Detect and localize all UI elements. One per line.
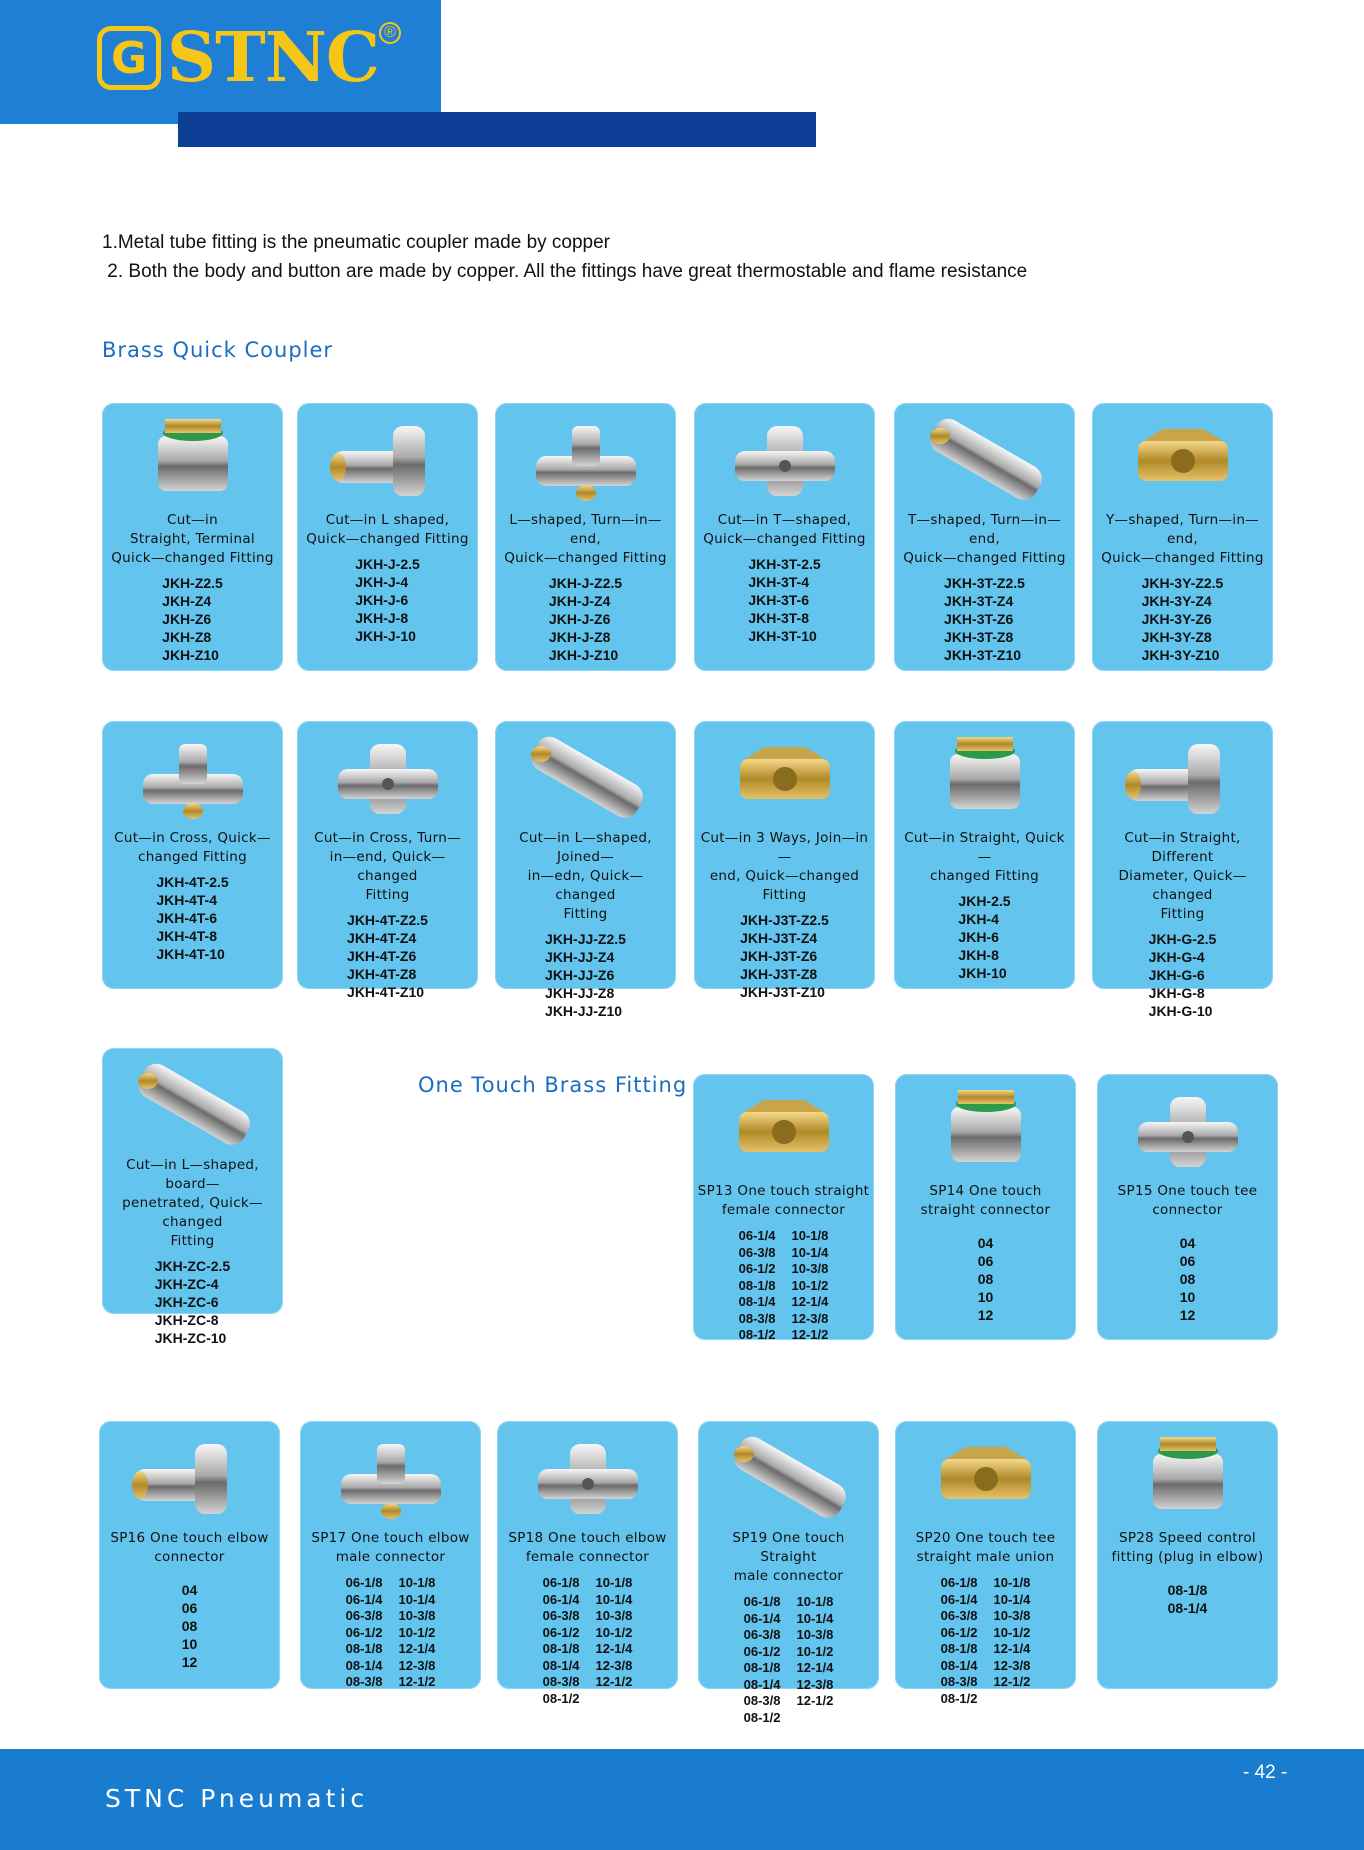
model-code: JKH-Z10 bbox=[162, 647, 219, 663]
model-code: JKH-J-8 bbox=[355, 610, 409, 626]
fitting-image bbox=[1092, 411, 1273, 511]
product-card bbox=[495, 721, 676, 1019]
model-codes bbox=[156, 873, 228, 963]
model-code: 08-3/8 bbox=[743, 1693, 781, 1708]
model-codes bbox=[545, 930, 626, 1020]
model-code: JKH-6 bbox=[958, 929, 999, 945]
product-card bbox=[102, 721, 283, 989]
model-code: 10-3/8 bbox=[595, 1608, 633, 1623]
model-code: 08-3/8 bbox=[542, 1674, 580, 1689]
model-code: 10-1/4 bbox=[398, 1591, 436, 1607]
model-code: 06-1/2 bbox=[738, 1261, 776, 1276]
model-code bbox=[797, 1710, 834, 1727]
model-code: JKH-3Y-Z10 bbox=[1141, 647, 1220, 663]
model-code: JKH-Z4 bbox=[162, 593, 212, 609]
section-title-one-touch: One Touch Brass Fitting bbox=[418, 1073, 688, 1097]
model-codes bbox=[1149, 930, 1217, 1020]
product-title: SP20 One touch tee straight male union bbox=[915, 1530, 1056, 1565]
model-code: 04 bbox=[181, 1582, 198, 1598]
model-code: JKH-4T-Z10 bbox=[347, 984, 425, 1000]
model-code: 06-1/8 bbox=[743, 1594, 781, 1609]
product-card bbox=[1097, 1074, 1278, 1340]
model-code: 12-1/2 bbox=[595, 1674, 633, 1689]
model-code: 10-1/2 bbox=[398, 1624, 436, 1640]
model-code: 08-1/8 bbox=[1167, 1582, 1208, 1598]
product-card bbox=[297, 403, 478, 671]
model-code: 12-1/2 bbox=[796, 1693, 834, 1708]
model-code: JKH-G-4 bbox=[1148, 949, 1205, 965]
product-card bbox=[497, 1421, 678, 1706]
model-code: JKH-G-6 bbox=[1148, 967, 1205, 983]
model-code: JKH-3T-6 bbox=[748, 592, 809, 608]
model-codes bbox=[355, 555, 420, 645]
model-code: JKH-J-6 bbox=[355, 592, 409, 608]
model-code: 12 bbox=[1179, 1307, 1196, 1323]
product-card bbox=[895, 1074, 1076, 1340]
product-title: Cut—in Cross, Turn— in—end, Quick—changed Fitting bbox=[314, 830, 461, 903]
model-code: 10-1/2 bbox=[595, 1624, 633, 1640]
product-title: Cut—in Cross, Quick— changed Fitting bbox=[114, 830, 271, 865]
model-code: JKH-J3T-Z10 bbox=[740, 984, 825, 1000]
model-code: 06-3/8 bbox=[738, 1244, 776, 1260]
model-code: JKH-3Y-Z6 bbox=[1141, 611, 1212, 627]
product-card bbox=[693, 1074, 874, 1340]
product-title: SP13 One touch straight female connector bbox=[697, 1183, 870, 1218]
product-card bbox=[1092, 403, 1273, 671]
product-title: SP18 One touch elbow female connector bbox=[508, 1530, 667, 1565]
intro-line-1: 1.Metal tube fitting is the pneumatic coupler made by copper bbox=[102, 232, 611, 253]
model-code: 10 bbox=[181, 1636, 198, 1652]
model-code: 08-1/4 bbox=[542, 1657, 580, 1673]
model-code: JKH-J-2.5 bbox=[355, 556, 420, 572]
model-code: JKH-3T-4 bbox=[748, 574, 809, 590]
model-code: 08-1/4 bbox=[345, 1657, 383, 1673]
product-card bbox=[694, 721, 875, 1000]
model-code: JKH-J-Z2.5 bbox=[548, 575, 623, 591]
model-code: JKH-G-8 bbox=[1148, 985, 1205, 1001]
model-code: 12-1/4 bbox=[595, 1641, 633, 1656]
product-card bbox=[102, 1048, 283, 1346]
fitting-image bbox=[297, 729, 478, 829]
model-code: 10-1/2 bbox=[796, 1643, 834, 1659]
model-code: 06-1/4 bbox=[345, 1591, 383, 1607]
product-card bbox=[698, 1421, 879, 1725]
model-code: 06-1/8 bbox=[345, 1575, 383, 1590]
model-code: 12-1/2 bbox=[791, 1327, 829, 1342]
header-bar bbox=[178, 112, 816, 147]
intro-text bbox=[102, 228, 1027, 286]
model-code: 04 bbox=[1179, 1235, 1196, 1251]
fitting-image bbox=[894, 729, 1075, 829]
model-code: JKH-3T-Z8 bbox=[944, 629, 1014, 645]
model-code: 08-1/2 bbox=[542, 1690, 580, 1706]
model-code: JKH-10 bbox=[958, 965, 1007, 981]
model-code: JKH-4T-10 bbox=[156, 946, 225, 962]
product-card bbox=[1097, 1421, 1278, 1689]
model-code: JKH-Z2.5 bbox=[162, 575, 223, 591]
model-code: 06-1/8 bbox=[940, 1575, 978, 1590]
page-number: - 42 - bbox=[1243, 1762, 1288, 1783]
model-code: JKH-J3T-Z8 bbox=[740, 966, 818, 982]
product-title: Cut—in Straight, Quick— changed Fitting bbox=[904, 830, 1065, 884]
fitting-image bbox=[694, 729, 875, 829]
model-code: 06-3/8 bbox=[542, 1608, 580, 1623]
model-code: 06-1/4 bbox=[542, 1591, 580, 1607]
fitting-image bbox=[102, 729, 283, 829]
fitting-image bbox=[698, 1429, 879, 1529]
model-code: JKH-JJ-Z4 bbox=[545, 949, 615, 965]
product-card bbox=[99, 1421, 280, 1689]
model-codes bbox=[958, 892, 1010, 982]
model-code: 08-3/8 bbox=[940, 1674, 978, 1689]
fitting-image bbox=[102, 411, 283, 511]
model-code: 08 bbox=[181, 1618, 198, 1634]
model-code bbox=[596, 1691, 633, 1708]
model-code: JKH-2.5 bbox=[958, 893, 1011, 909]
fitting-image bbox=[895, 1082, 1076, 1182]
model-code: 12-3/8 bbox=[398, 1657, 436, 1673]
model-code: JKH-4T-Z4 bbox=[347, 930, 417, 946]
model-code: 08-3/8 bbox=[345, 1674, 383, 1689]
model-code: JKH-4T-2.5 bbox=[156, 874, 229, 890]
model-code: 10-1/8 bbox=[595, 1575, 633, 1590]
model-code: 06-1/4 bbox=[940, 1591, 978, 1607]
model-code: 12-1/2 bbox=[993, 1674, 1031, 1689]
model-code: 06-3/8 bbox=[345, 1608, 383, 1623]
model-code: JKH-4T-Z2.5 bbox=[347, 912, 428, 928]
model-code: 08-1/8 bbox=[743, 1660, 781, 1675]
model-code: 10-1/2 bbox=[993, 1624, 1031, 1640]
model-code: 08 bbox=[977, 1271, 994, 1287]
model-code: 06-1/4 bbox=[738, 1228, 776, 1243]
model-code: JKH-JJ-Z8 bbox=[545, 985, 615, 1001]
fitting-image bbox=[495, 411, 676, 511]
fitting-image bbox=[693, 1082, 874, 1182]
product-title: Cut—in Straight, Terminal Quick—changed Fitting bbox=[111, 512, 274, 566]
model-codes bbox=[1180, 1234, 1196, 1324]
model-codes bbox=[346, 1575, 436, 1691]
fitting-image bbox=[102, 1056, 283, 1156]
fitting-image bbox=[1097, 1082, 1278, 1182]
model-code: 06-1/2 bbox=[940, 1624, 978, 1640]
model-codes bbox=[740, 911, 829, 1001]
model-codes bbox=[543, 1575, 633, 1707]
model-code: JKH-4T-8 bbox=[156, 928, 217, 944]
model-codes bbox=[748, 555, 820, 645]
model-code: JKH-3T-Z2.5 bbox=[944, 575, 1025, 591]
fitting-image bbox=[497, 1429, 678, 1529]
model-code: 06-1/8 bbox=[542, 1575, 580, 1590]
model-code: 12-1/4 bbox=[796, 1660, 834, 1675]
product-title: SP16 One touch elbow connector bbox=[110, 1530, 269, 1565]
model-code: 06-3/8 bbox=[743, 1627, 781, 1642]
product-title: SP14 One touch straight connector bbox=[920, 1183, 1051, 1218]
model-code: JKH-3Y-Z4 bbox=[1141, 593, 1212, 609]
fitting-image bbox=[894, 411, 1075, 511]
model-code: 06-1/2 bbox=[542, 1624, 580, 1640]
model-code: JKH-4T-Z6 bbox=[347, 948, 417, 964]
model-code: JKH-J-Z10 bbox=[548, 647, 619, 663]
model-codes bbox=[347, 911, 428, 1001]
model-code: JKH-3T-10 bbox=[748, 628, 817, 644]
model-code: JKH-3T-8 bbox=[748, 610, 809, 626]
model-code: JKH-3Y-Z2.5 bbox=[1141, 575, 1224, 591]
model-code: 12 bbox=[977, 1307, 994, 1323]
product-title: Cut—in Straight, Different Diameter, Quick—changed Fitting bbox=[1118, 830, 1247, 922]
model-code: JKH-3T-Z6 bbox=[944, 611, 1014, 627]
model-code bbox=[994, 1691, 1031, 1708]
model-code: 08-1/8 bbox=[542, 1641, 580, 1656]
model-code: 06 bbox=[1179, 1253, 1196, 1269]
model-code: 06 bbox=[181, 1600, 198, 1616]
model-code: 08-1/8 bbox=[345, 1641, 383, 1656]
product-card bbox=[297, 721, 478, 1000]
logo-mark: G bbox=[97, 26, 161, 90]
product-title: L—shaped, Turn—in—end, Quick—changed Fitting bbox=[504, 512, 667, 566]
fitting-image bbox=[1092, 729, 1273, 829]
model-code: 06 bbox=[977, 1253, 994, 1269]
product-title: SP15 One touch tee connector bbox=[1117, 1183, 1258, 1218]
model-code: JKH-J-Z6 bbox=[548, 611, 611, 627]
model-code: JKH-8 bbox=[958, 947, 999, 963]
model-code: 10 bbox=[977, 1289, 994, 1305]
model-code: 06-1/2 bbox=[743, 1643, 781, 1659]
model-code: JKH-4T-4 bbox=[156, 892, 217, 908]
model-code: JKH-3T-Z4 bbox=[944, 593, 1014, 609]
product-title: Y—shaped, Turn—in—end, Quick—changed Fitting bbox=[1101, 512, 1264, 566]
fitting-image bbox=[694, 411, 875, 511]
product-title: SP19 One touch Straight male connector bbox=[732, 1530, 845, 1584]
intro-line-2: 2. Both the body and button are made by copper. All the fittings have great thermostable and flame resistance bbox=[102, 261, 1028, 282]
model-code: 08-1/2 bbox=[738, 1327, 776, 1342]
model-code: 10-1/8 bbox=[796, 1594, 834, 1609]
model-codes bbox=[162, 574, 223, 664]
model-code: JKH-ZC-10 bbox=[154, 1330, 227, 1346]
model-code: JKH-J-Z8 bbox=[548, 629, 611, 645]
model-code: 10-1/4 bbox=[796, 1610, 834, 1626]
model-code: 10-3/8 bbox=[398, 1608, 436, 1623]
product-card bbox=[102, 403, 283, 671]
product-card bbox=[694, 403, 875, 671]
model-code: 08-1/4 bbox=[738, 1294, 776, 1309]
model-code: 08-1/8 bbox=[940, 1641, 978, 1656]
model-code: JKH-3T-Z10 bbox=[944, 647, 1022, 663]
model-codes bbox=[549, 574, 622, 664]
model-code: 10-3/8 bbox=[791, 1261, 829, 1276]
model-code: 10-1/4 bbox=[595, 1591, 633, 1607]
model-code: 06-1/4 bbox=[743, 1610, 781, 1626]
model-codes bbox=[978, 1234, 994, 1324]
model-codes bbox=[744, 1594, 834, 1726]
product-card bbox=[894, 721, 1075, 989]
model-code: 08-1/8 bbox=[738, 1277, 776, 1293]
model-code: 04 bbox=[977, 1235, 994, 1251]
product-title: Cut—in 3 Ways, Join—in— end, Quick—changed Fitting bbox=[700, 830, 869, 903]
model-code: JKH-J-4 bbox=[355, 574, 409, 590]
model-code: 10-1/4 bbox=[993, 1591, 1031, 1607]
model-code: 06-3/8 bbox=[940, 1608, 978, 1623]
model-code: 10-3/8 bbox=[993, 1608, 1031, 1623]
model-code: JKH-3T-2.5 bbox=[748, 556, 821, 572]
model-code: JKH-Z8 bbox=[162, 629, 212, 645]
fitting-image bbox=[300, 1429, 481, 1529]
model-code: 08-1/4 bbox=[1167, 1600, 1208, 1616]
model-code: JKH-3Y-Z8 bbox=[1141, 629, 1212, 645]
model-code: JKH-ZC-4 bbox=[154, 1276, 219, 1292]
product-title: T—shaped, Turn—in—end, Quick—changed Fitting bbox=[903, 512, 1066, 566]
model-code: 10-1/8 bbox=[993, 1575, 1031, 1590]
model-code: JKH-4 bbox=[958, 911, 999, 927]
product-title: Cut—in L—shaped, board— penetrated, Quick—changed Fitting bbox=[122, 1157, 263, 1249]
product-title: SP28 Speed control fitting (plug in elbow) bbox=[1111, 1530, 1264, 1565]
model-code: 06-1/2 bbox=[345, 1624, 383, 1640]
model-codes bbox=[944, 574, 1025, 664]
section-title-brass-quick-coupler: Brass Quick Coupler bbox=[102, 338, 334, 362]
model-code: JKH-ZC-2.5 bbox=[154, 1258, 231, 1274]
model-code: JKH-J-Z4 bbox=[548, 593, 611, 609]
fitting-image bbox=[297, 411, 478, 511]
model-code: 12-3/8 bbox=[791, 1310, 829, 1326]
model-code: 12-1/2 bbox=[398, 1674, 436, 1689]
registered-mark: ® bbox=[379, 22, 401, 44]
model-code: 12-1/4 bbox=[791, 1294, 829, 1309]
model-code: JKH-ZC-8 bbox=[154, 1312, 219, 1328]
model-code: JKH-JJ-Z10 bbox=[545, 1003, 623, 1019]
model-code: JKH-ZC-6 bbox=[154, 1294, 219, 1310]
fitting-image bbox=[99, 1429, 280, 1529]
model-code: 08-1/4 bbox=[743, 1676, 781, 1692]
model-codes bbox=[1142, 574, 1224, 664]
product-title: Cut—in T—shaped, Quick—changed Fitting bbox=[703, 512, 866, 547]
product-title: Cut—in L shaped, Quick—changed Fitting bbox=[306, 512, 469, 547]
model-code: 12 bbox=[181, 1654, 198, 1670]
model-code: 08-1/2 bbox=[743, 1709, 781, 1725]
model-code: JKH-J3T-Z6 bbox=[740, 948, 818, 964]
fitting-image bbox=[495, 729, 676, 829]
model-code: 10 bbox=[1179, 1289, 1196, 1305]
model-code: 10-1/8 bbox=[398, 1575, 436, 1590]
model-code: JKH-4T-Z8 bbox=[347, 966, 417, 982]
product-title: SP17 One touch elbow male connector bbox=[311, 1530, 470, 1565]
model-code: 10-1/4 bbox=[791, 1244, 829, 1260]
model-code: 12-3/8 bbox=[595, 1657, 633, 1673]
product-card bbox=[894, 403, 1075, 671]
model-code: JKH-4T-6 bbox=[156, 910, 217, 926]
product-card bbox=[495, 403, 676, 671]
model-code: JKH-Z6 bbox=[162, 611, 212, 627]
model-codes bbox=[739, 1228, 829, 1344]
model-code: 08-1/4 bbox=[940, 1657, 978, 1673]
model-code: JKH-J-10 bbox=[355, 628, 416, 644]
model-code: JKH-J3T-Z2.5 bbox=[740, 912, 829, 928]
model-codes bbox=[1168, 1581, 1208, 1617]
product-card bbox=[895, 1421, 1076, 1706]
model-code: JKH-G-2.5 bbox=[1148, 931, 1217, 947]
model-code: 10-1/2 bbox=[791, 1277, 829, 1293]
fitting-image bbox=[895, 1429, 1076, 1529]
model-code: JKH-G-10 bbox=[1148, 1003, 1213, 1019]
model-code: JKH-JJ-Z6 bbox=[545, 967, 615, 983]
model-code: 10-1/8 bbox=[791, 1228, 829, 1243]
model-code: 12-1/4 bbox=[993, 1641, 1031, 1656]
model-code: 08 bbox=[1179, 1271, 1196, 1287]
product-card bbox=[300, 1421, 481, 1689]
product-title: Cut—in L—shaped, Joined— in—edn, Quick—changed Fitting bbox=[519, 830, 652, 922]
model-codes bbox=[941, 1575, 1031, 1707]
model-code: 12-1/4 bbox=[398, 1641, 436, 1656]
model-code: JKH-J3T-Z4 bbox=[740, 930, 818, 946]
model-code: 08-1/2 bbox=[940, 1690, 978, 1706]
model-code: 08-3/8 bbox=[738, 1310, 776, 1326]
stnc-logo bbox=[97, 18, 396, 98]
fitting-image bbox=[1097, 1429, 1278, 1529]
model-code: JKH-JJ-Z2.5 bbox=[545, 931, 626, 947]
footer-brand: STNC Pneumatic bbox=[105, 1784, 369, 1813]
model-code: 12-3/8 bbox=[993, 1657, 1031, 1673]
model-codes bbox=[182, 1581, 198, 1671]
model-code: 10-3/8 bbox=[796, 1627, 834, 1642]
model-codes bbox=[155, 1257, 230, 1347]
product-card bbox=[1092, 721, 1273, 1019]
logo-text: STNC bbox=[167, 18, 379, 98]
model-code: 12-3/8 bbox=[796, 1676, 834, 1692]
